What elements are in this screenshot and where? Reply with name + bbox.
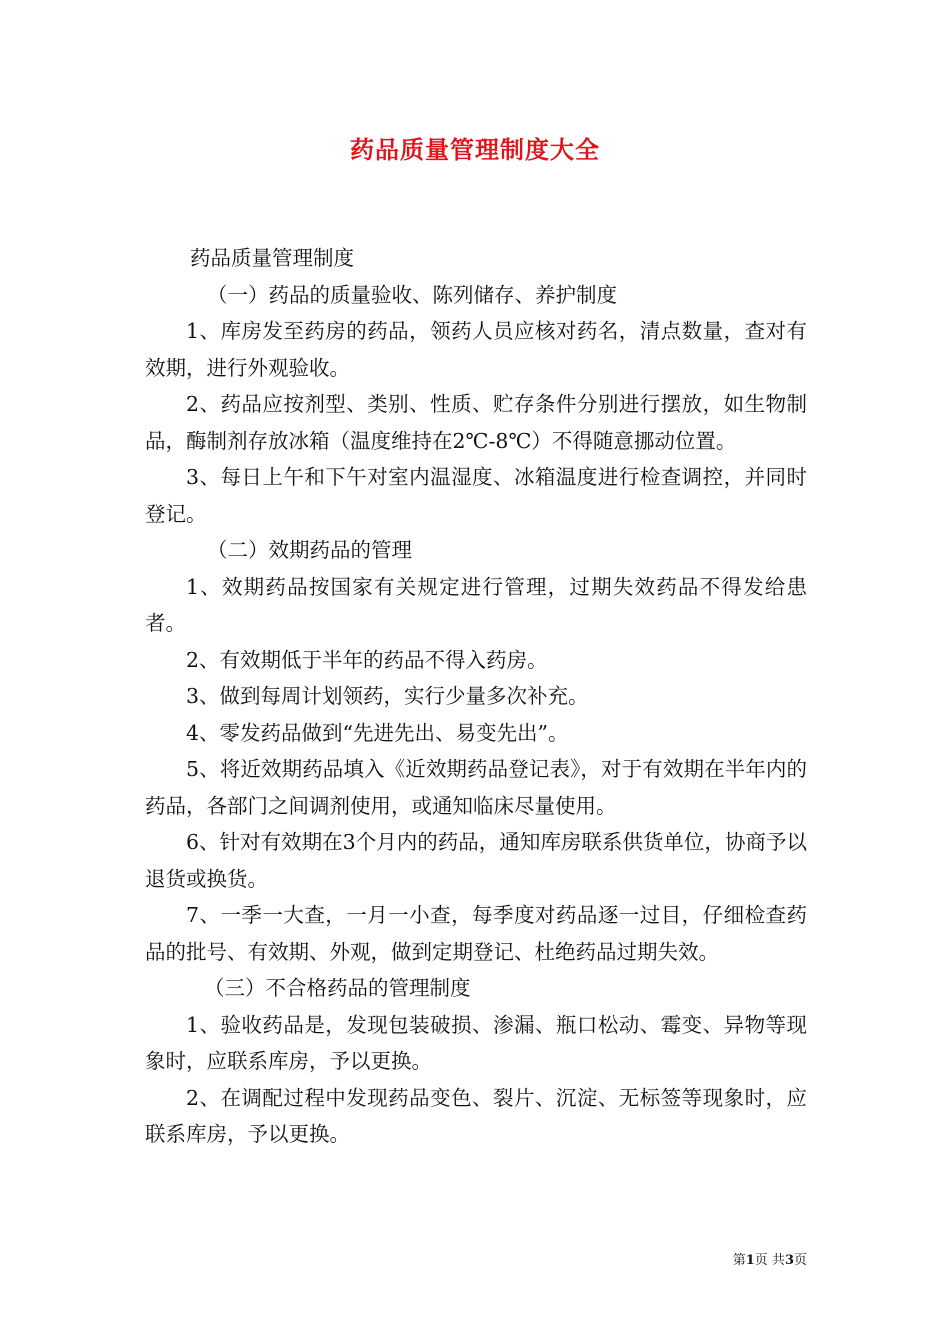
footer-middle: 页 共 <box>754 1253 785 1268</box>
footer-current-page: 1 <box>745 1253 755 1268</box>
paragraph-2-2: 2、有效期低于半年的药品不得入药房。 <box>186 647 548 672</box>
paragraph-2-6: 6、针对有效期在3个月内的药品，通知库房联系供货单位，协商予以退货或换货。 <box>145 830 807 891</box>
paragraph-2-3: 3、做到每周计划领药，实行少量多次补充。 <box>186 684 589 708</box>
paragraph-3-2: 2、在调配过程中发现药品变色、裂片、沉淀、无标签等现象时，应联系库房，予以更换。 <box>145 1085 807 1146</box>
paragraph-2-5: 5、将近效期药品填入《近效期药品登记表》，对于有效期在半年内的药品，各部门之间调剂使用，或通知临床尽量使用。 <box>145 757 807 818</box>
section-heading-main: 药品质量管理制度 <box>190 246 354 270</box>
paragraph-2-7: 7、一季一大查，一月一小查，每季度对药品逐一过目，仔细检查药品的批号、有效期、外观，做到定期登记、杜绝药品过期失效。 <box>145 903 807 964</box>
footer-total-pages: 3 <box>784 1253 794 1268</box>
section-heading-2: （二）效期药品的管理 <box>207 538 412 562</box>
paragraph-1-3: 3、每日上午和下午对室内温湿度、冰箱温度进行检查调控，并同时登记。 <box>145 465 807 526</box>
document-body <box>145 240 807 1153</box>
footer-prefix: 第 <box>732 1253 746 1268</box>
document-title: 药品质量管理制度大全 <box>350 135 600 164</box>
page-footer <box>733 1249 807 1268</box>
paragraph-2-1: 1、效期药品按国家有关规定进行管理，过期失效药品不得发给患者。 <box>145 574 807 635</box>
paragraph-2-4: 4、零发药品做到“先进先出、易变先出”。 <box>186 720 569 745</box>
section-heading-1: （一）药品的质量验收、陈列储存、养护制度 <box>207 282 617 307</box>
paragraph-1-1: 1、库房发至药房的药品，领药人员应核对药名，清点数量，查对有效期，进行外观验收。 <box>145 319 807 380</box>
section-heading-3: （三）不合格药品的管理制度 <box>204 976 471 1000</box>
paragraph-1-2: 2、药品应按剂型、类别、性质、贮存条件分别进行摆放，如生物制品，酶制剂存放冰箱（温度维持在2℃-8℃）不得随意挪动位置。 <box>145 392 807 453</box>
paragraph-3-1: 1、验收药品是，发现包装破损、渗漏、瓶口松动、霉变、异物等现象时，应联系库房，予以更换。 <box>145 1012 807 1073</box>
footer-suffix: 页 <box>793 1253 807 1268</box>
